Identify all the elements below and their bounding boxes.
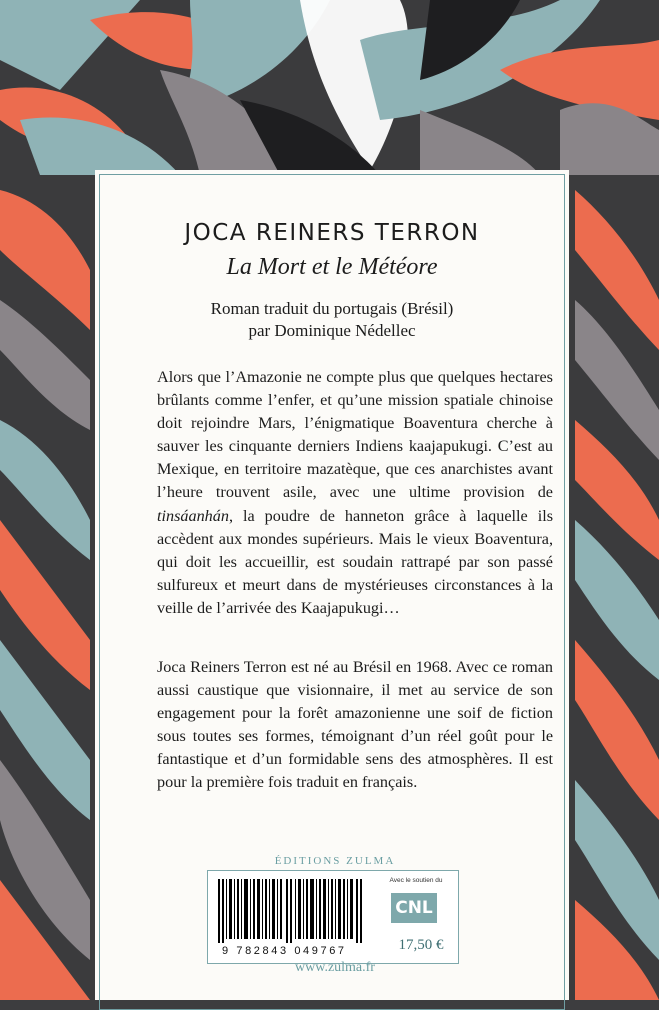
translation-line: Roman traduit du portugais (Brésil) xyxy=(210,299,454,318)
book-price: 17,50 € xyxy=(398,937,444,953)
book-title: La Mort et le Météore xyxy=(226,254,438,280)
synopsis-text-start: Alors que l’Amazonie ne compte plus que quelques hectares brûlants comme l’enfer, et qu’une mission spatiale chinoise doit rejoindre Mars, l’énigmatique Boaventura cherche à sauver les cinquante derniers Indiens kaajapukugi. C’est au Mexique, en territoire mazatèque, que ces anarchistes avant l’heure trouvent asile, avec une ultime provision de xyxy=(157,368,553,502)
author-name: JOCA REINERS TERRON xyxy=(184,220,480,246)
synopsis-text-end: , la poudre de hanneton grâce à laquelle ils accèdent aux mondes supérieurs. Mais le vieux Boaventura, qui doit les accueillir, est soudain rattrapé par son passé sulfureux et meurt dans de mystérieuses circonstances à la veille de l’arrivée des Kaajapukugi… xyxy=(157,506,553,617)
back-cover-panel xyxy=(95,170,569,1000)
translation-credit xyxy=(95,298,569,342)
barcode-box xyxy=(207,870,459,964)
isbn-number: 9 782843 049767 xyxy=(222,945,347,957)
cnl-logo-icon xyxy=(391,893,437,923)
publisher-website: www.zulma.fr xyxy=(295,960,375,975)
publisher-name: ÉDITIONS ZULMA xyxy=(274,855,396,867)
cnl-logo-text: CNL xyxy=(395,898,433,918)
author-bio-paragraph: Joca Reiners Terron est né au Brésil en 1968. Avec ce roman aussi caustique que visionnaire, il met au service de son engagement pour la forêt amazonienne une soif de fiction sous toutes ses formes, témoignant d’un réel goût pour le fantastique et d’un formidable sens des atmosphères. Il est pour la première fois traduit en français. xyxy=(157,658,553,792)
translator-line: par Dominique Nédellec xyxy=(248,321,416,340)
synopsis-italic-term: tinsáanhán xyxy=(157,506,229,525)
barcode-icon xyxy=(218,879,368,943)
synopsis-paragraph xyxy=(157,366,553,620)
cnl-support-caption: Avec le soutien du xyxy=(389,877,443,884)
